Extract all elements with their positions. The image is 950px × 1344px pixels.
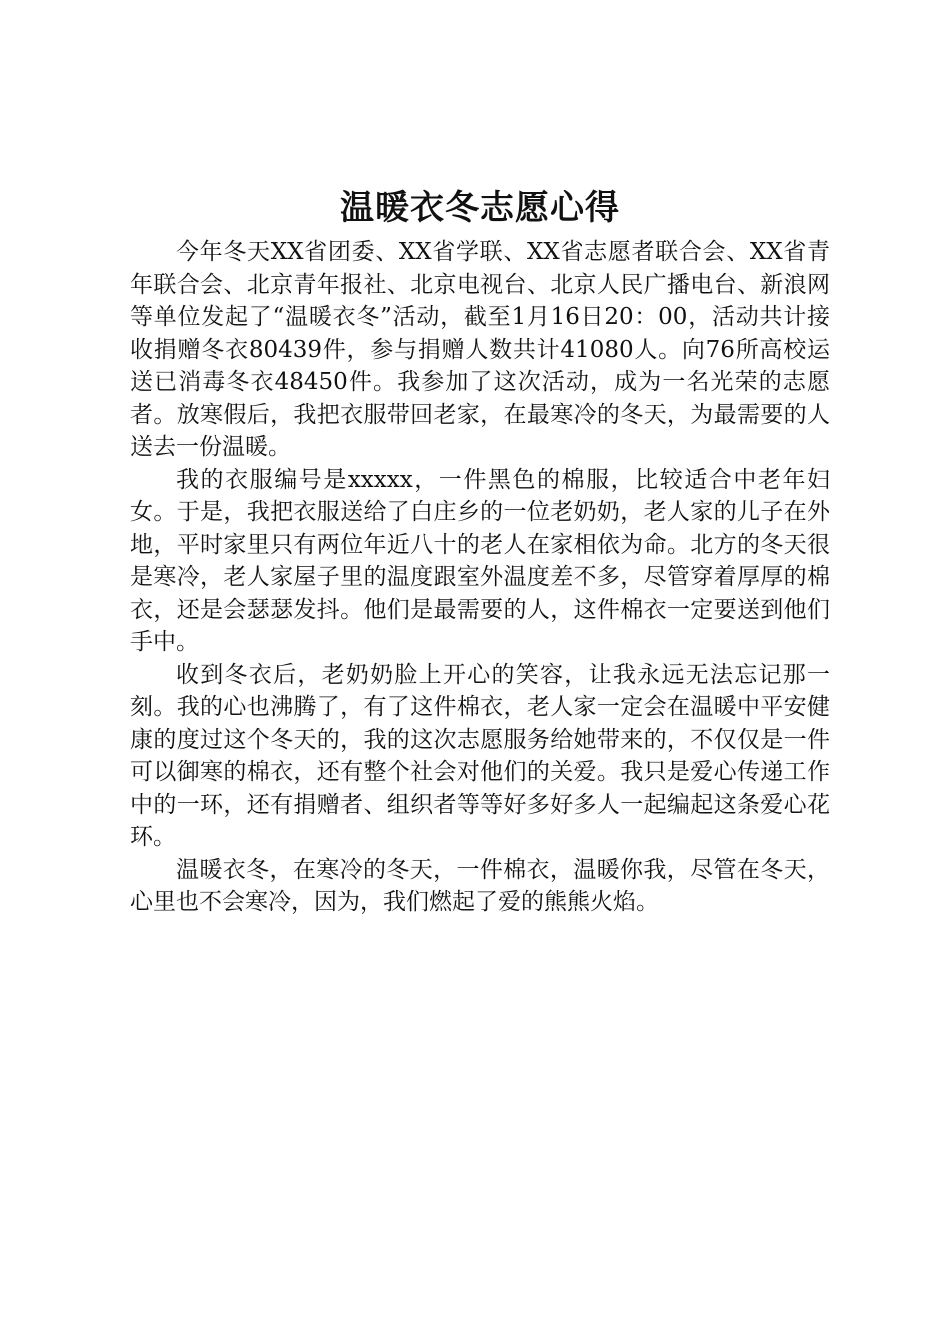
- paragraph-4: 温暖衣冬，在寒冷的冬天，一件棉衣，温暖你我，尽管在冬天，心里也不会寒冷，因为，我们燃起了爱的熊熊火焰。: [130, 856, 830, 915]
- paragraph-2: 我的衣服编号是xxxxx，一件黑色的棉服，比较适合中老年妇女。于是，我把衣服送给了白庄乡的一位老奶奶，老人家的儿子在外地，平时家里只有两位年近八十的老人在家相依为命。北方的冬天很是寒冷，老人家屋子里的温度跟室外温度差不多，尽管穿着厚厚的棉衣，还是会瑟瑟发抖。他们是最需要的人，这件棉衣一定要送到他们手中。: [130, 466, 830, 655]
- document-page: [130, 180, 830, 919]
- document-title: 温暖衣冬志愿心得: [340, 188, 620, 228]
- paragraph-3: 收到冬衣后，老奶奶脸上开心的笑容，让我永远无法忘记那一刻。我的心也沸腾了，有了这件棉衣，老人家一定会在温暖中平安健康的度过这个冬天的，我的这次志愿服务给她带来的，不仅仅是一件可以御寒的棉衣，还有整个社会对他们的关爱。我只是爱心传递工作中的一环，还有捐赠者、组织者等等好多好多人一起编起这条爱心花环。: [130, 661, 830, 850]
- paragraph-1: 今年冬天XX省团委、XX省学联、XX省志愿者联合会、XX省青年联合会、北京青年报社、北京电视台、北京人民广播电台、新浪网等单位发起了“温暖衣冬”活动，截至1月16日20：00，活动共计接收捐赠冬衣80439件，参与捐赠人数共计41080人。向76所高校运送已消毒冬衣48450件。我参加了这次活动，成为一名光荣的志愿者。放寒假后，我把衣服带回老家，在最寒冷的冬天，为最需要的人送去一份温暖。: [130, 239, 830, 460]
